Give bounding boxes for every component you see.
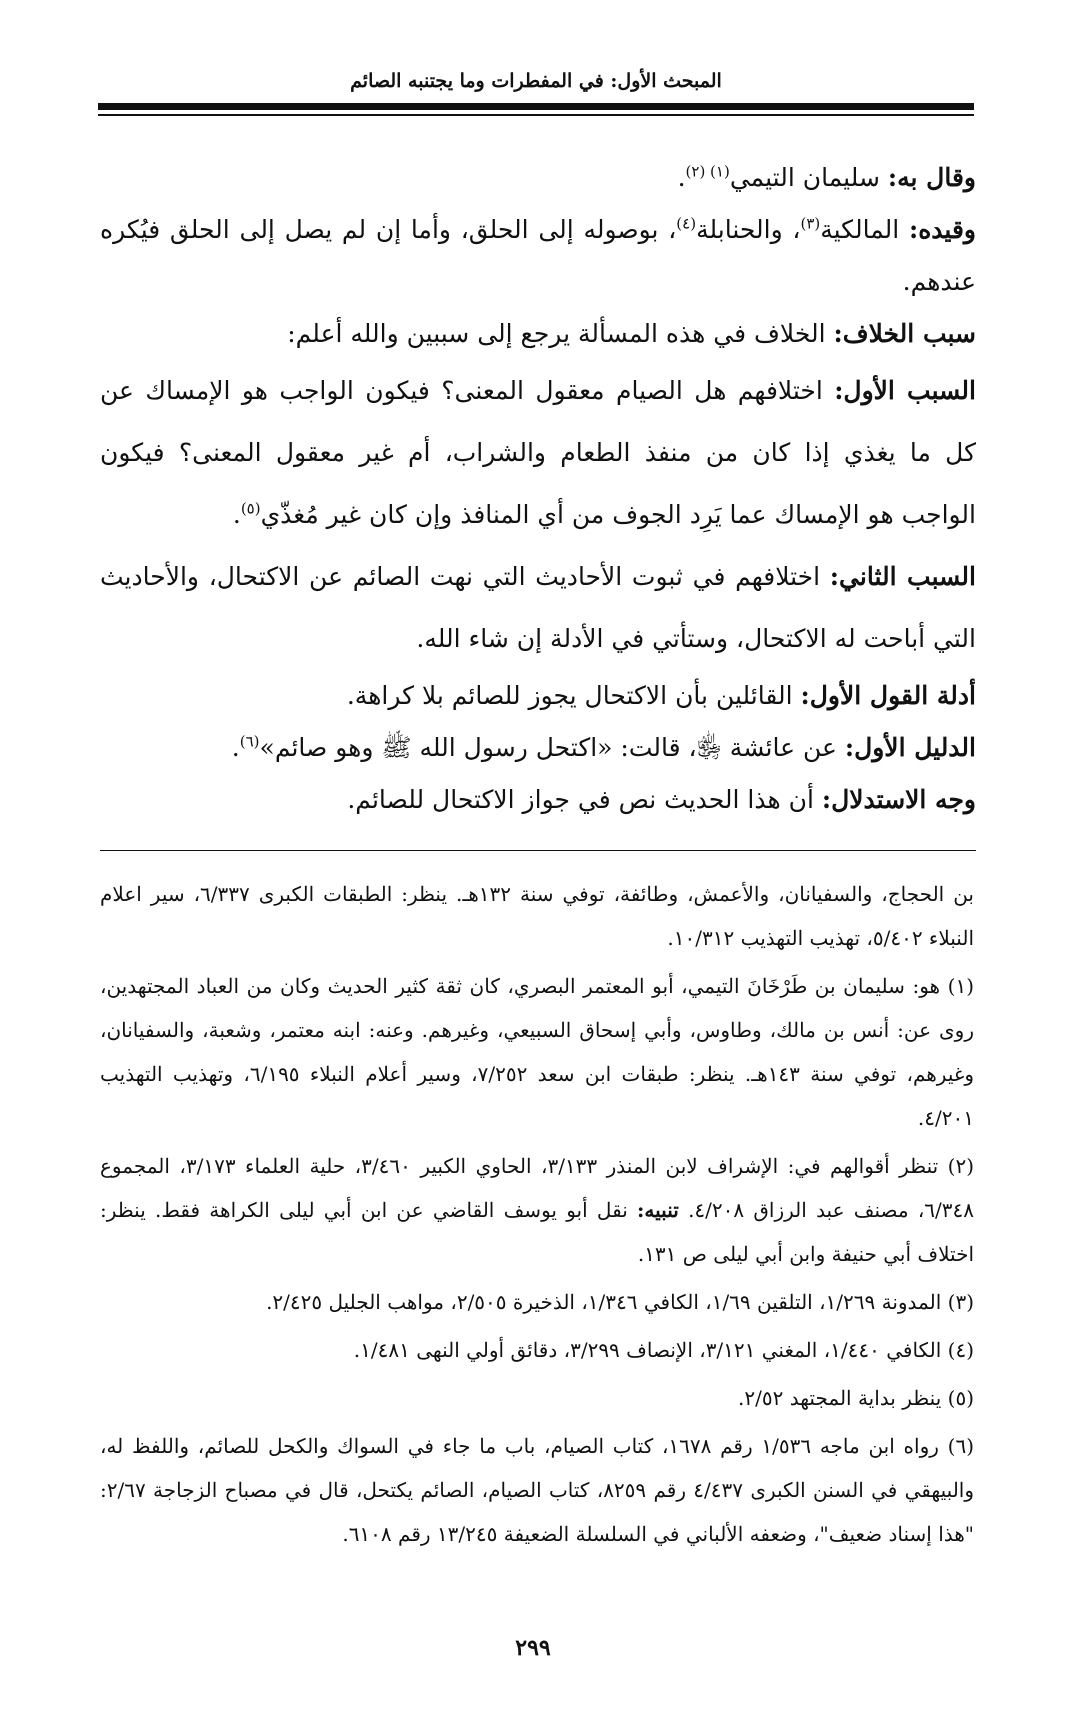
footnote-text: ينظر بداية المجتهد ٢/٥٢.: [738, 1386, 942, 1410]
footnote-continuation: بن الحجاج، والسفيانان، والأعمش، وطائفة، توفي سنة ١٣٢هـ. ينظر: الطبقات الكبرى ٦/٣٣٧، سير اعلام النبلاء ٥/٤٠٢، تهذيب التهذيب ١٠/٣١٢.: [100, 882, 974, 950]
footnote-number: (٤): [947, 1338, 974, 1362]
footnote-separator: [100, 850, 976, 851]
paragraph-lead: السبب الثاني:: [829, 562, 976, 591]
footnote-text: تنظر أقوالهم في: الإشراف لابن المنذر ٣/١٣٣، الحاوي الكبير ٣/٤٦٠، حلية العلماء ٣/١٧٣، المجموع ٦/٣٤٨، مصنف عبد الرزاق ٤/٢٠٨.: [100, 1154, 975, 1222]
footnote-1: [100, 964, 974, 1140]
paragraph-text: اختلافهم هل الصيام معقول المعنى؟ فيكون الواجب هو الإمساك عن كل ما يغذي إذا كان من منفذ الطعام والشراب، أم غير معقول المعنى؟ فيكون الواجب هو الإمساك عما يَرِد الجوف من أي المنافذ وإن كان غير مُغذّي: [100, 376, 976, 529]
footnote-text: نقل أبو يوسف القاضي عن ابن أبي ليلى الكراهة فقط. ينظر: اختلاف أبي حنيفة وابن أبي ليلى ص ١٣١.: [100, 1198, 974, 1266]
paragraph-lead: وجه الاستدلال:: [821, 785, 976, 814]
footnote-3: [100, 1280, 974, 1324]
footnote-number: (٢): [947, 1154, 975, 1178]
paragraph-lead: أدلة القول الأول:: [800, 681, 976, 710]
paragraph-text: الخلاف في هذه المسألة يرجع إلى سببين والله أعلم:: [287, 319, 834, 348]
footnote-text: المدونة ١/٢٦٩، التلقين ١/٦٩، الكافي ١/٣٤٦، الذخيرة ٢/٥٠٥، مواهب الجليل ٢/٤٢٥.: [266, 1290, 942, 1314]
footnotes: [100, 872, 974, 1560]
paragraph-lead: وقيده:: [908, 215, 977, 244]
paragraph-first-reason: [100, 360, 976, 546]
paragraph-lead: الدليل الأول:: [844, 733, 976, 762]
paragraph-text: اختلافهم في ثبوت الأحاديث التي نهت الصائم عن الاكتحال، والأحاديث التي أباحت له الاكتحال، وستأتي في الأدلة إن شاء الله.: [100, 562, 976, 653]
paragraph-inference: [100, 774, 976, 826]
footnote-5: [100, 1376, 974, 1420]
footnote-number: (٦): [947, 1434, 974, 1458]
paragraph-text: عن عائشة ﵂، قالت: «اكتحل رسول الله ﷺ وهو صائم»: [259, 733, 845, 762]
footnote-2: [100, 1144, 974, 1276]
footnote-number: (١): [947, 974, 975, 998]
footnote-ref: (٦): [239, 732, 260, 751]
paragraph-text: ، بوصوله إلى الحلق، وأما إن لم يصل إلى الحلق فيُكره عندهم.: [100, 215, 976, 296]
paragraph-first-proof: [100, 722, 976, 774]
paragraph-second-reason: [100, 546, 976, 670]
paragraph-text: سليمان التيمي: [729, 163, 888, 192]
footnote-text: الكافي ١/٤٤٠، المغني ٣/١٢١، الإنصاف ٣/٢٩٩، دقائق أولي النهى ١/٤٨١.: [353, 1338, 942, 1362]
paragraph-text: .: [232, 500, 241, 529]
footnote-ref: (٥): [240, 499, 261, 518]
paragraph-lead: سبب الخلاف:: [833, 319, 976, 348]
paragraph-cause: [100, 308, 976, 360]
page-number: ٢٩٩: [515, 1635, 551, 1661]
paragraph-text: ، والحنابلة: [696, 215, 801, 244]
footnote-number: (٥): [947, 1386, 974, 1410]
header-rule-thick: [98, 103, 974, 110]
paragraph-evidence: [100, 670, 976, 722]
footnote-text: هو: سليمان بن طَرْخَانَ التيمي، أبو المعتمر البصري، كان ثقة كثير الحديث وكان من العباد المجتهدين، روى عن: أنس بن مالك، وطاوس، وأبي إسحاق السبيعي، وغيرهم. وعنه: ابنه معتمر، وشعبة، والسفيانان، وغيرهم، توفي سنة ١٤٣هـ. ينظر: طبقات ابن سعد ٧/٢٥٢، وسير أعلام النبلاء ٦/١٩٥، وتهذيب التهذيب ٤/٢٠١.: [100, 974, 974, 1130]
footnote-text: رواه ابن ماجه ١/٥٣٦ رقم ١٦٧٨، كتاب الصيام، باب ما جاء في السواك والكحل للصائم، واللفظ له، والبيهقي في السنن الكبرى ٤/٤٣٧ رقم ٨٢٥٩، كتاب الصيام، الصائم يكتحل، قال في مصباح الزجاجة ٢/٦٧: "هذا إسناد ضعيف"، وضعفه الألباني في السلسلة الضعيفة ١٣/٢٤٥ رقم ٦١٠٨.: [100, 1434, 975, 1546]
footnote-ref: (٣): [800, 214, 821, 233]
paragraph-text: .: [231, 733, 240, 762]
running-header: المبحث الأول: في المفطرات وما يجتنبه الصائم: [350, 70, 722, 92]
paragraph-lead: وقال به:: [887, 163, 976, 192]
footnote-ref: (٤): [676, 214, 697, 233]
footnote-ref: (١) (٢): [685, 162, 730, 181]
footnote-number: (٣): [947, 1290, 974, 1314]
main-text: [100, 152, 976, 826]
footnote-6: [100, 1424, 974, 1556]
paragraph-text: المالكية: [820, 215, 909, 244]
footnote-4: [100, 1328, 974, 1372]
paragraph-restriction: [100, 204, 976, 308]
paragraph-text: أن هذا الحديث نص في جواز الاكتحال للصائم.: [347, 785, 822, 814]
footnote-note-label: تنبيه:: [637, 1198, 679, 1222]
header-rule-thin: [98, 114, 974, 116]
paragraph-text: .: [677, 163, 686, 192]
paragraph-text: القائلين بأن الاكتحال يجوز للصائم بلا كراهة.: [346, 681, 801, 710]
paragraph-lead: السبب الأول:: [834, 376, 976, 405]
paragraph-said-by: [100, 152, 976, 204]
